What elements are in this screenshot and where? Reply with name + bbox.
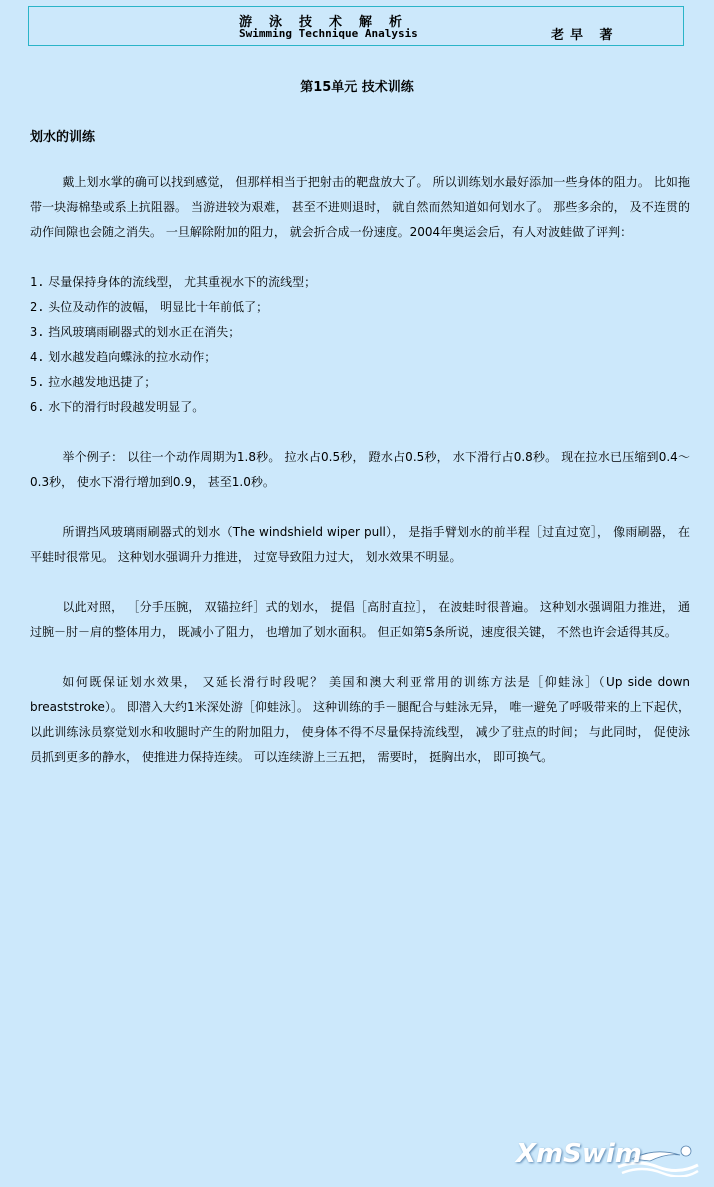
list-item-text: 尽量保持身体的流线型， 尤其重视水下的流线型；	[48, 275, 317, 289]
list-item-text: 水下的滑行时段越发明显了。	[48, 400, 205, 414]
header-box	[28, 6, 684, 46]
list-item-text: 头位及动作的波幅， 明显比十年前低了；	[48, 300, 269, 314]
list-item-number: 4.	[30, 350, 45, 364]
list-item	[30, 370, 690, 395]
list-item-number: 1.	[30, 275, 45, 289]
list-item	[30, 345, 690, 370]
list-item-number: 5.	[30, 375, 45, 389]
criteria-list	[30, 270, 690, 420]
paragraph-1: 戴上划水掌的确可以找到感觉， 但那样相当于把射击的靶盘放大了。 所以训练划水最好添加一些身体的阻力。 比如拖带一块海棉垫或系上抗阻器。 当游进较为艰难， 甚至不进则退时， 就自然而然知道如何划水了。 那些多余的， 及不连贯的动作间隙也会随之消失。 一旦解除附加的阻力， 就会折合成一份速度。2004年奥运会后，有人对波蛙做了评判：	[30, 175, 690, 239]
paragraph-3: 所谓挡风玻璃雨刷器式的划水（The windshield wiper pull）， 是指手臂划水的前半程［过直过宽］， 像雨刷器， 在平蛙时很常见。 这种划水强调升力推进， 过宽导致阻力过大， 划水效果不明显。	[30, 525, 690, 564]
list-item-number: 2.	[30, 300, 45, 314]
list-item-number: 6.	[30, 400, 45, 414]
header-title-cn: 游泳技术解析	[239, 15, 420, 30]
header-author: 老早 著	[551, 28, 619, 43]
paragraph-5: 如何既保证划水效果， 又延长滑行时段呢？ 美国和澳大利亚常用的训练方法是［仰蛙泳］（Up side down breaststroke）。 即潜入大约1米深处游［仰蛙泳］。 这种训练的手－腿配合与蛙泳无异， 唯一避免了呼吸带来的上下起伏， 以此训练泳员察觉划水和收腿时产生的附加阻力， 使身体不得不尽量保持流线型， 减少了驻点的时间； 与此同时， 促使泳员抓到更多的静水， 使推进力保持连续。 可以连续游上三五把， 需要时， 挺胸出水， 即可换气。	[30, 675, 690, 764]
paragraph-4: 以此对照， ［分手压腕， 双锚拉纤］式的划水， 提倡［高肘直拉］， 在波蛙时很普遍。 这种划水强调阻力推进， 通过腕－肘－肩的整体用力， 既减小了阻力， 也增加了划水面积。 但正如第5条所说，速度很关键， 不然也许会适得其反。	[30, 600, 690, 639]
article-body	[30, 170, 690, 795]
logo-text: XmSwim	[516, 1139, 642, 1169]
list-item-text: 划水越发趋向蝶泳的拉水动作；	[48, 350, 217, 364]
list-item	[30, 270, 690, 295]
list-item	[30, 395, 690, 420]
list-item	[30, 320, 690, 345]
unit-title: 第15单元 技术训练	[300, 80, 414, 95]
section-heading: 划水的训练	[30, 130, 96, 145]
paragraph-2: 举个例子： 以往一个动作周期为1.8秒。 拉水占0.5秒， 蹬水占0.5秒， 水下滑行占0.8秒。 现在拉水已压缩到0.4～0.3秒， 使水下滑行增加到0.9， 甚至1.0秒。	[30, 450, 690, 489]
xmswim-logo	[514, 1137, 700, 1177]
list-item-number: 3.	[30, 325, 45, 339]
list-item-text: 挡风玻璃雨刷器式的划水正在消失；	[48, 325, 241, 339]
list-item-text: 拉水越发地迅捷了；	[48, 375, 157, 389]
header-title-en: Swimming Technique Analysis	[239, 27, 418, 40]
list-item	[30, 295, 690, 320]
